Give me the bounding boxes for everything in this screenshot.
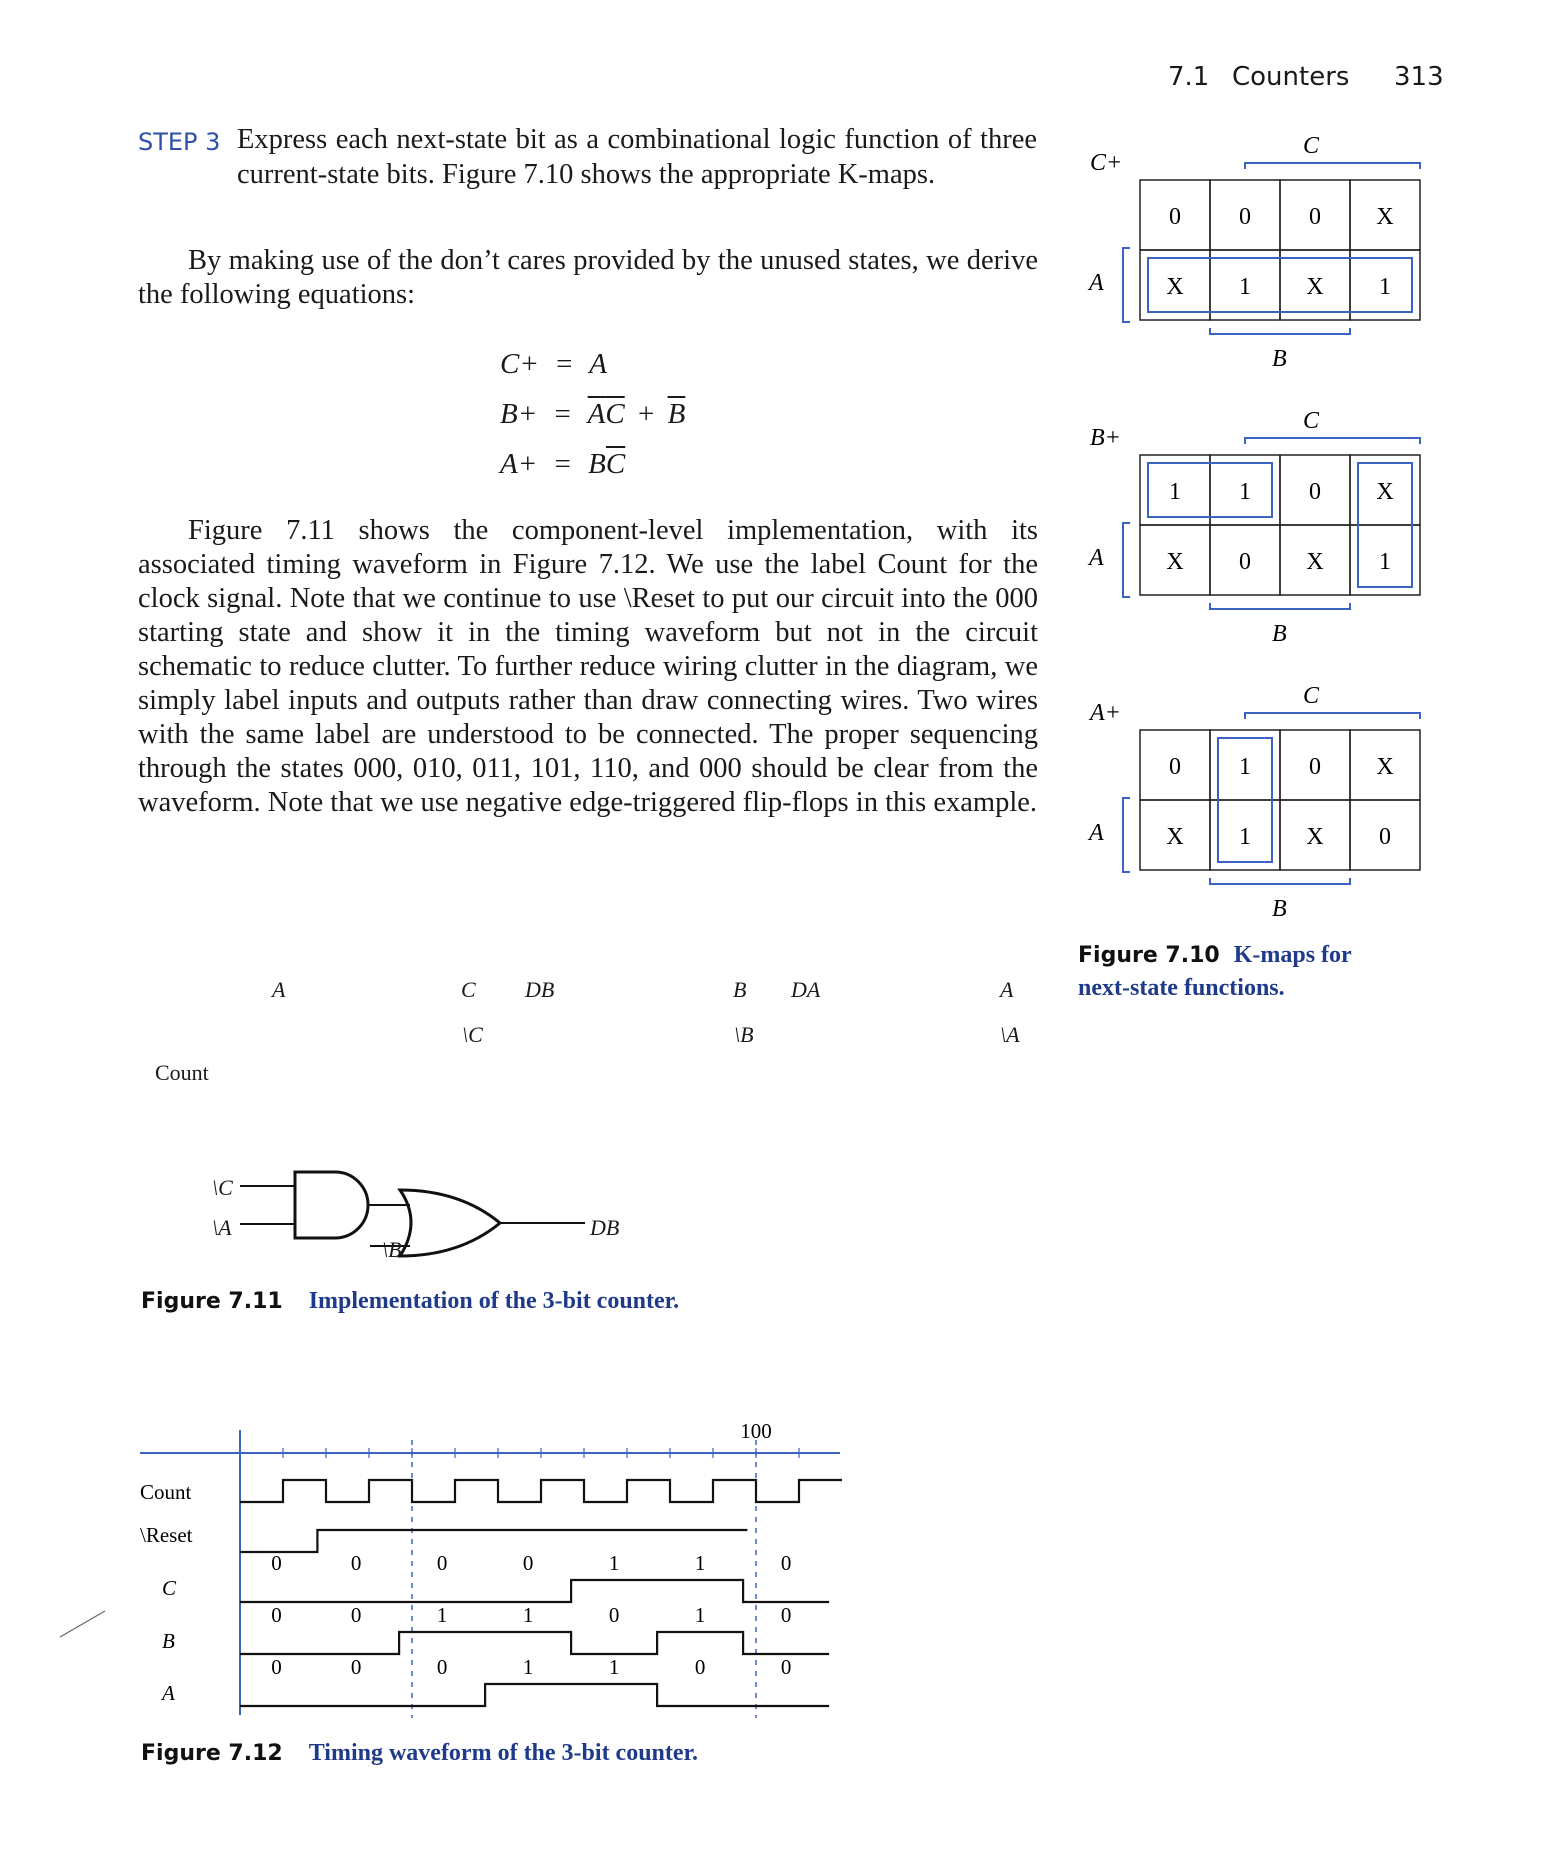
equation-a-term-b: B (588, 448, 606, 480)
figure-7-11-number: Figure 7.11 (141, 1289, 283, 1314)
a-value: 0 (350, 1655, 362, 1679)
step-text: Express each next-state bit as a combinational logic function of three current-state bits. Figure 7.10 shows the appropriate K-maps. (237, 124, 1037, 190)
equation-b-term-c: $\overline{C}$ (605, 398, 625, 430)
equation-b-lhs: B+ (500, 398, 538, 430)
or-gate (400, 1190, 500, 1256)
signal-label-b: B (162, 1629, 175, 1653)
equals-sign: = (554, 398, 571, 430)
kmap-bracket-a (1123, 248, 1130, 322)
signal-label-c: C (162, 1576, 177, 1600)
timing-waveform (140, 1400, 860, 1720)
kmap-col-label-c: C (1303, 133, 1320, 159)
kmap-row-label-a: A (1089, 820, 1104, 846)
plus-sign: + (637, 398, 655, 430)
signal-label-reset: \Reset (140, 1523, 193, 1547)
a-value: 0 (780, 1655, 792, 1679)
kmap-col-label-b: B (1272, 621, 1287, 647)
kmap-cell-value: 0 (1169, 754, 1181, 780)
equation-c (500, 348, 607, 381)
kmap-cell-value: X (1376, 754, 1394, 780)
kmap-col-label-c: C (1303, 408, 1320, 434)
kmap-cell-value: X (1166, 824, 1184, 850)
b-waveform (240, 1632, 829, 1654)
count-waveform (240, 1480, 842, 1502)
kmaps-figure (1089, 125, 1430, 922)
kmap-2 (1087, 408, 1420, 647)
kmap-bracket-a (1123, 523, 1130, 597)
a-value: 0 (271, 1655, 282, 1679)
label-not-b: \B (734, 1022, 754, 1047)
kmap-cell-value: 1 (1239, 754, 1251, 780)
kmap-bracket-c (1245, 713, 1420, 719)
kmap-cell-value: 0 (1239, 549, 1251, 575)
figure-7-10-title: K-maps for next-state functions. (1078, 942, 1352, 1001)
kmap-cell-value: 1 (1239, 274, 1251, 300)
a-value: 0 (694, 1655, 706, 1679)
a-value: 1 (608, 1655, 620, 1679)
c-value: 1 (608, 1551, 620, 1575)
time-marker-label: 100 (740, 1419, 772, 1443)
equation-b-term-b: $\overline{B}$ (667, 398, 686, 430)
gate-output-db: DB (590, 1215, 620, 1240)
kmap-title: C+ (1090, 150, 1123, 176)
kmap-cell-value: X (1306, 549, 1324, 575)
label-b-top: B (733, 977, 747, 1002)
gate-input-not-a: \A (212, 1215, 232, 1240)
gate-input-not-c: \C (212, 1175, 233, 1200)
reset-waveform (240, 1530, 747, 1552)
label-a-top: A (272, 977, 286, 1002)
figure-7-10-number: Figure 7.10 (1078, 943, 1220, 968)
gate-schematic (200, 1160, 620, 1270)
kmap-cell-value: X (1376, 204, 1394, 230)
kmap-cell-value: 0 (1309, 754, 1321, 780)
kmap-cell-value: X (1166, 549, 1184, 575)
b-value: 1 (522, 1603, 534, 1627)
equation-c-lhs: C+ (500, 348, 539, 380)
equals-sign: = (554, 448, 571, 480)
kmap-col-label-b: B (1272, 346, 1287, 372)
b-value: 1 (694, 1603, 706, 1627)
kmap-cell-value: 1 (1239, 479, 1251, 505)
kmap-cell-value: 1 (1169, 479, 1181, 505)
a-value: 0 (436, 1655, 448, 1679)
b-value: 1 (436, 1603, 448, 1627)
label-count: Count (155, 1060, 209, 1085)
kmap-title: B+ (1090, 425, 1121, 451)
signal-label-count: Count (140, 1480, 192, 1504)
section-number: 7.1 (1168, 62, 1210, 92)
label-da-top: DA (791, 977, 821, 1002)
a-value: 1 (522, 1655, 534, 1679)
figure-7-11-title: Implementation of the 3-bit counter. (308, 1288, 680, 1314)
b-value: 0 (271, 1603, 282, 1627)
b-value: 0 (608, 1603, 620, 1627)
kmap-3 (1087, 683, 1420, 922)
figure-7-12-caption (141, 1740, 698, 1767)
c-waveform (240, 1580, 829, 1602)
and-gate (295, 1172, 368, 1238)
kmap-cell-value: 0 (1309, 479, 1321, 505)
kmap-cell-value: X (1306, 824, 1324, 850)
page-number: 313 (1394, 62, 1444, 92)
kmap-cell-value: 0 (1169, 204, 1181, 230)
kmap-title: A+ (1090, 700, 1121, 726)
label-not-a: \A (1000, 1022, 1020, 1047)
kmap-bracket-a (1123, 798, 1130, 872)
c-value: 0 (780, 1551, 792, 1575)
step-label: STEP 3 (138, 128, 221, 156)
label-db-top: DB (525, 977, 555, 1002)
gate-input-not-b: \B (382, 1237, 402, 1262)
kmap-row-label-a: A (1089, 545, 1104, 571)
b-value: 0 (350, 1603, 362, 1627)
kmap-cell-value: 0 (1239, 204, 1251, 230)
figure-7-12-number: Figure 7.12 (141, 1741, 283, 1766)
kmap-cell-value: 1 (1239, 824, 1251, 850)
paragraph-implementation: Figure 7.11 shows the component-level implementation, with its associated timing waveform in Figure 7.12. We use the label Count for the clock signal. Note that we continue to use \Reset to put our circuit into the 000 starting state and show it in the timing waveform but not in the circuit schematic to reduce clutter. To further reduce wiring clutter in the diagram, we simply label inputs and outputs rather than draw connecting wires. Two wires with the same label are understood to be connected. The proper sequencing through the states 000, 010, 011, 101, 110, and 000 should be clear from the waveform. Note that we use negative edge-triggered flip-flops in this example. (138, 515, 1038, 818)
b-value: 0 (780, 1603, 792, 1627)
kmap-row-label-a: A (1089, 270, 1104, 296)
kmap-cell-value: 0 (1309, 204, 1321, 230)
c-value: 0 (436, 1551, 448, 1575)
equation-b (500, 398, 685, 431)
equation-c-rhs: A (589, 348, 607, 380)
label-a-right: A (1000, 977, 1014, 1002)
kmap-bracket-b (1210, 878, 1350, 884)
figure-7-10-caption (1078, 940, 1378, 1006)
kmap-cell-value: X (1306, 274, 1324, 300)
equals-sign: = (556, 348, 573, 380)
kmap-bracket-c (1245, 163, 1420, 169)
kmap-cell-value: 1 (1379, 549, 1391, 575)
equation-a-lhs: A+ (500, 448, 538, 480)
kmap-cell-value: X (1376, 479, 1394, 505)
figure-7-11-caption (141, 1288, 679, 1315)
margin-mark (55, 1605, 115, 1645)
section-title: Counters (1232, 62, 1350, 92)
figure-7-12-title: Timing waveform of the 3-bit counter. (308, 1740, 698, 1766)
kmap-col-label-c: C (1303, 683, 1320, 709)
c-value: 0 (350, 1551, 362, 1575)
equation-a (500, 448, 625, 481)
equation-a-term-c: $\overline{C}$ (605, 448, 626, 480)
kmap-cell-value: X (1166, 274, 1184, 300)
kmap-cell-value: 1 (1379, 274, 1391, 300)
kmap-bracket-b (1210, 328, 1350, 334)
kmap-bracket-b (1210, 603, 1350, 609)
kmap-1 (1087, 133, 1420, 372)
kmap-col-label-b: B (1272, 896, 1287, 922)
kmap-cell-value: 0 (1379, 824, 1391, 850)
paragraph-dont-cares: By making use of the don’t cares provided by the unused states, we derive the following equations: (138, 245, 1038, 310)
label-c-top: C (461, 977, 476, 1002)
signal-label-a: A (162, 1681, 175, 1705)
c-value: 0 (271, 1551, 282, 1575)
c-value: 1 (694, 1551, 706, 1575)
c-value: 0 (522, 1551, 534, 1575)
kmap-bracket-c (1245, 438, 1420, 444)
label-not-c: \C (462, 1022, 483, 1047)
a-waveform (240, 1684, 829, 1706)
equation-b-term-a: $\overline{A}$ (587, 398, 606, 430)
